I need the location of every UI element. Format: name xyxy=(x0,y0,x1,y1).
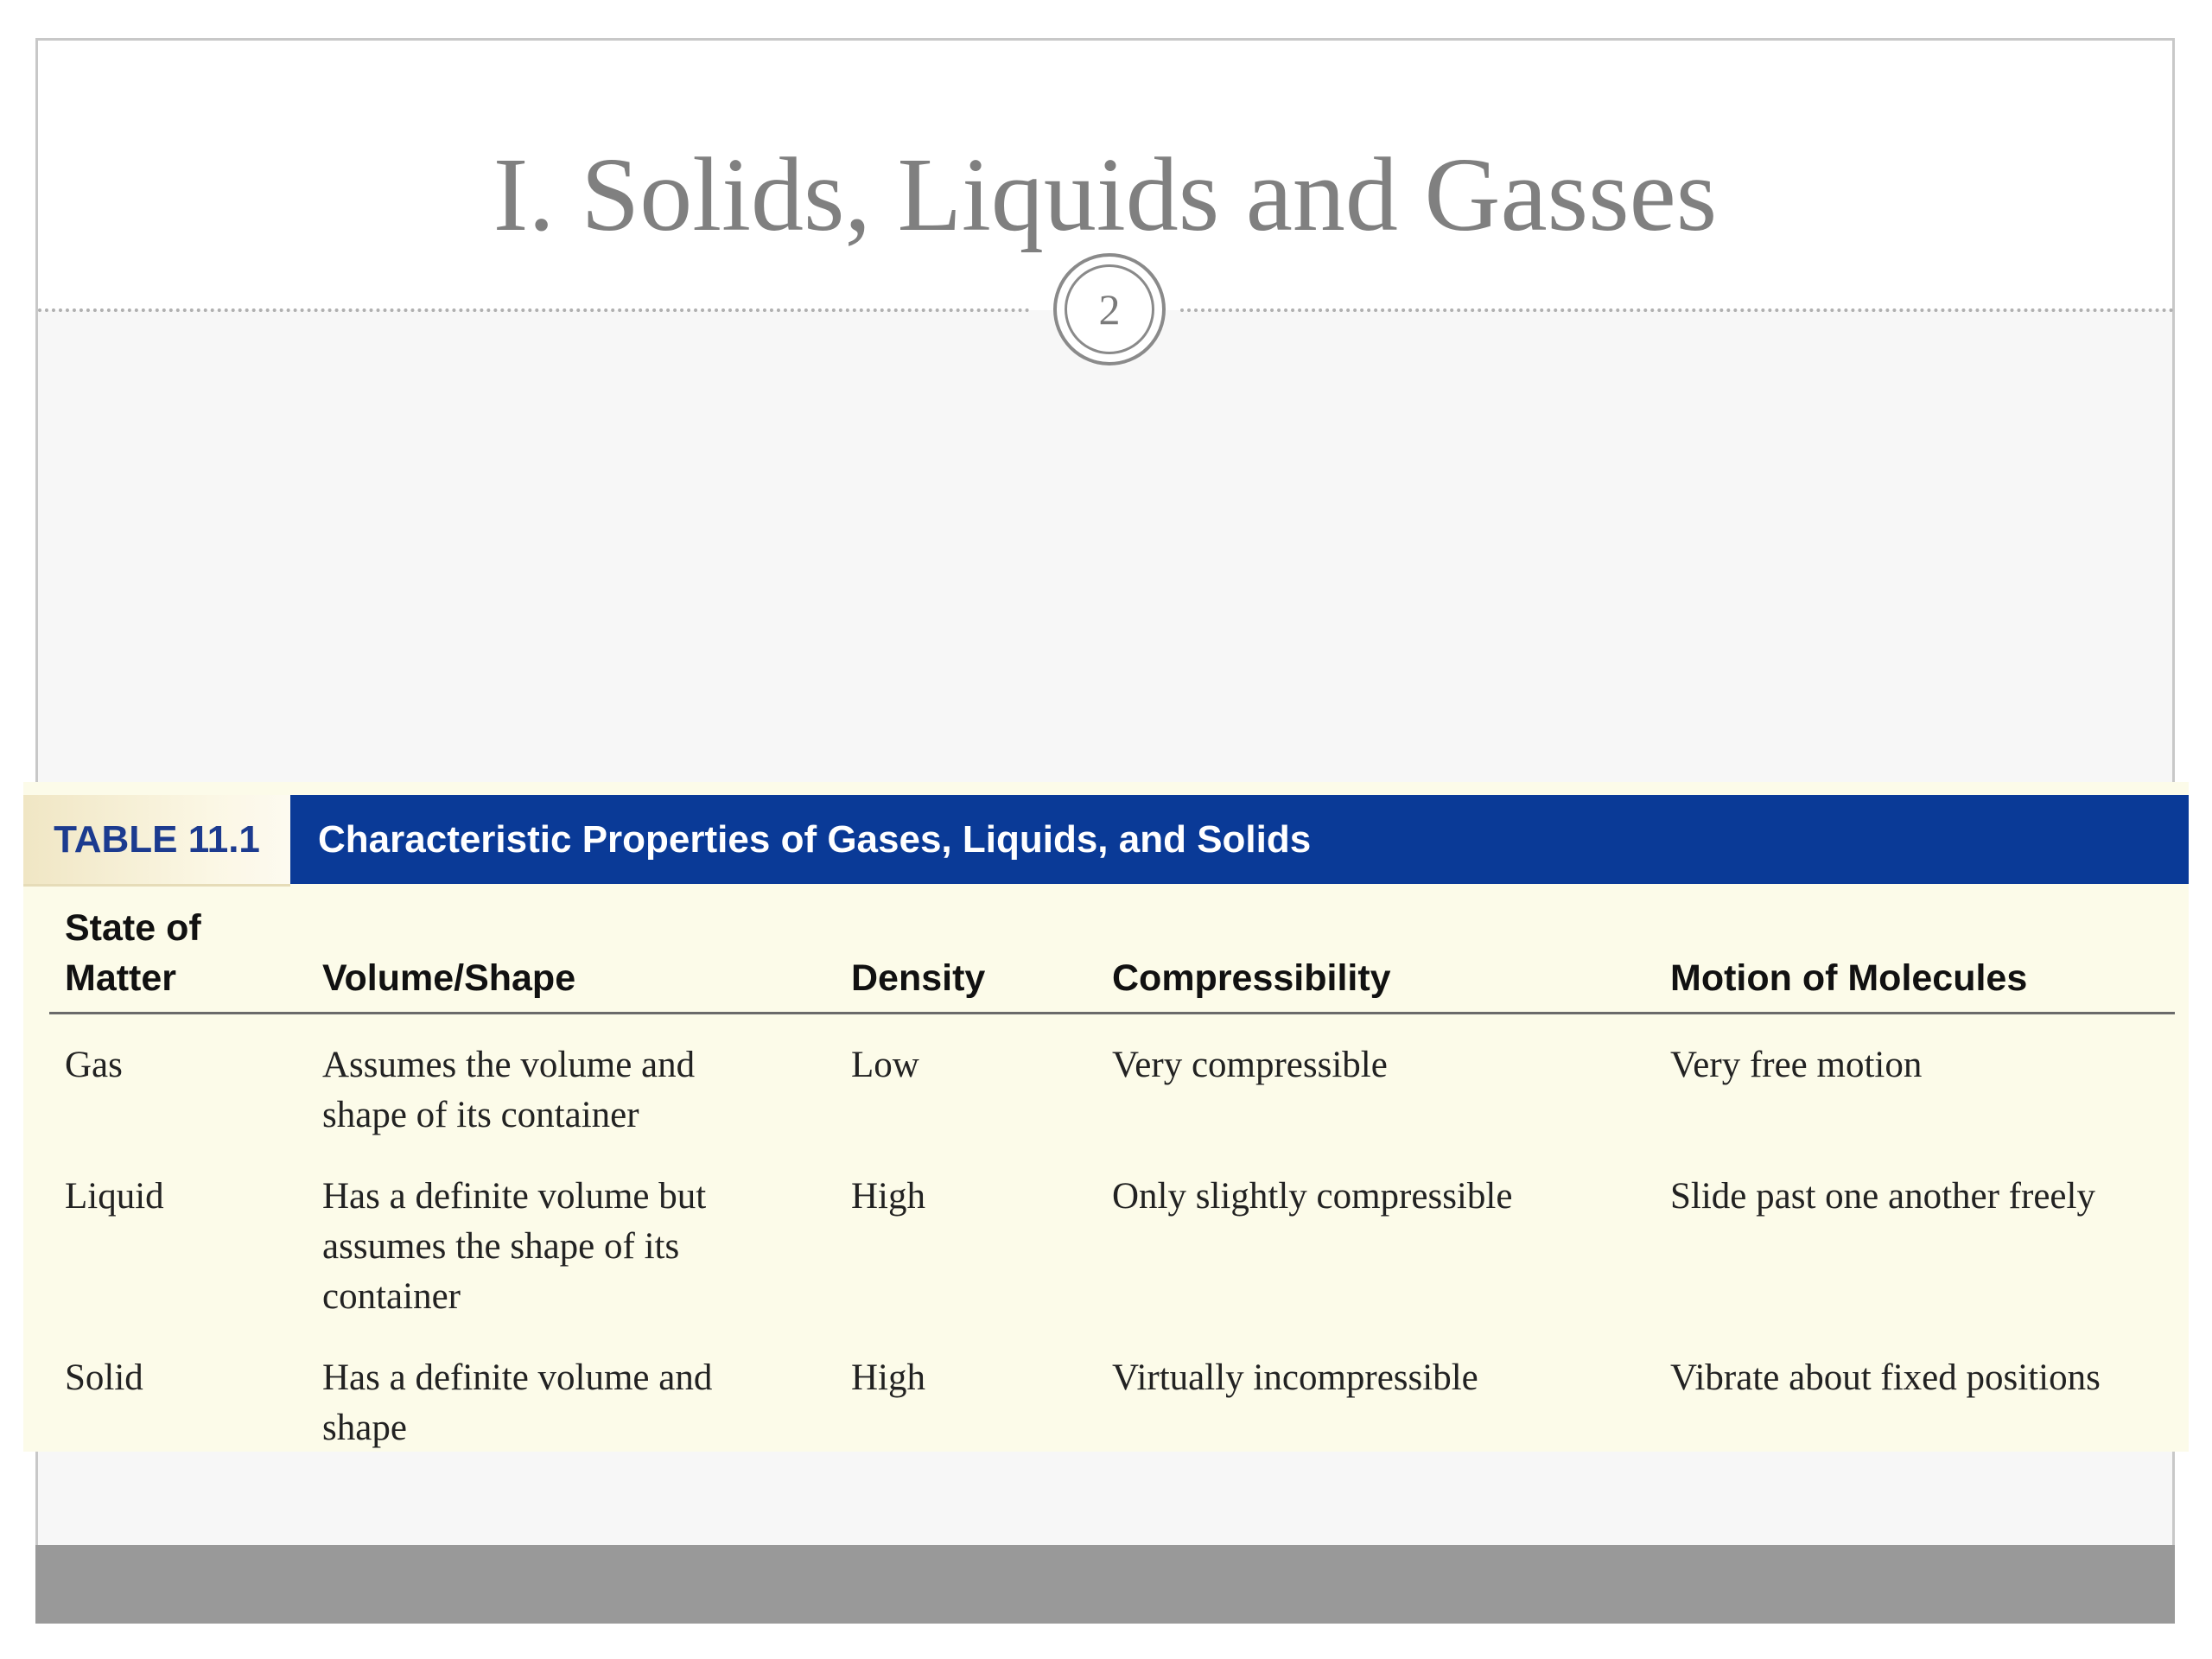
header-density: Density xyxy=(836,903,1096,1014)
cell-density: High xyxy=(851,1176,925,1217)
cell-state: Liquid xyxy=(65,1176,164,1217)
cell-state: Gas xyxy=(65,1045,123,1086)
table-number: TABLE 11.1 xyxy=(23,795,290,887)
table-header-row xyxy=(49,903,2175,1014)
cell-motion: Slide past one another freely xyxy=(1670,1176,2095,1217)
header-volume-shape: Volume/Shape xyxy=(307,903,836,1014)
header-motion-of-molecules: Motion of Molecules xyxy=(1655,903,2175,1014)
cell-state: Solid xyxy=(65,1357,143,1399)
cell-volume-shape: Has a definite volume but assumes the shape of its container xyxy=(322,1176,707,1318)
title-divider-right xyxy=(1180,308,2174,312)
properties-table-figure xyxy=(23,782,2189,1452)
slide-footer-bar xyxy=(35,1545,2175,1624)
slide-number: 2 xyxy=(1065,264,1154,354)
slide-title: I. Solids, Liquids and Gasses xyxy=(493,137,1718,253)
properties-table xyxy=(49,903,2175,1462)
cell-motion: Very free motion xyxy=(1670,1045,1923,1086)
cell-motion: Vibrate about fixed positions xyxy=(1670,1357,2101,1399)
header-state-of-matter: State of Matter xyxy=(49,903,307,1014)
table-header-band xyxy=(23,795,2189,884)
cell-volume-shape: Assumes the volume and shape of its container xyxy=(322,1045,696,1136)
slide-number-badge xyxy=(1053,253,1166,365)
cell-compressibility: Only slightly compressible xyxy=(1112,1176,1513,1217)
cell-density: High xyxy=(851,1357,925,1399)
cell-density: Low xyxy=(851,1045,919,1086)
table-row xyxy=(49,1331,2175,1462)
table-row xyxy=(49,1014,2175,1150)
title-divider-left xyxy=(38,308,1030,312)
cell-compressibility: Virtually incompressible xyxy=(1112,1357,1478,1399)
cell-compressibility: Very compressible xyxy=(1112,1045,1388,1086)
table-row xyxy=(49,1149,2175,1331)
header-compressibility: Compressibility xyxy=(1096,903,1655,1014)
table-caption: Characteristic Properties of Gases, Liquids, and Solids xyxy=(290,795,2189,884)
cell-volume-shape: Has a definite volume and shape xyxy=(322,1357,713,1449)
